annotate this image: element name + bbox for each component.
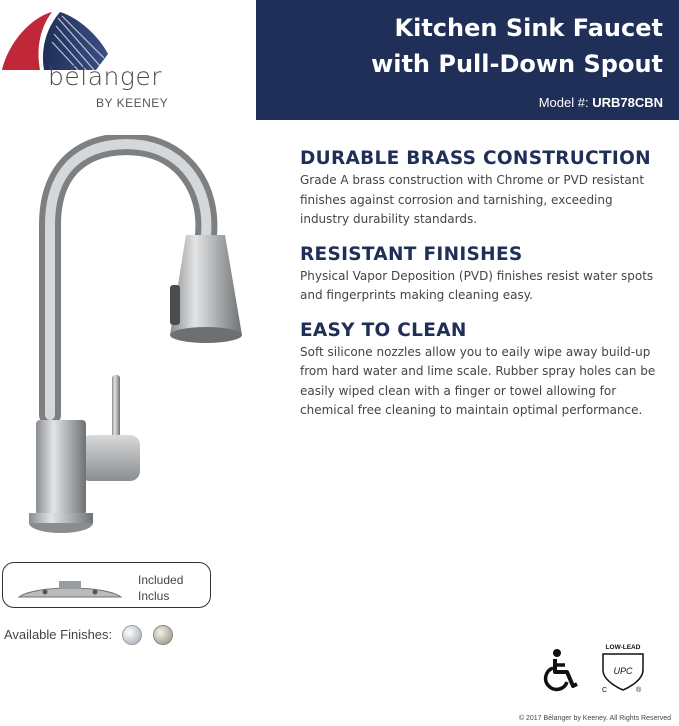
chrome-finish-swatch xyxy=(122,625,142,645)
model-number xyxy=(539,95,663,110)
feature-title: EASY TO CLEAN xyxy=(300,319,467,341)
upc-certification-icon xyxy=(598,640,648,696)
included-label-fr: Inclus xyxy=(138,589,170,603)
included-label: Included xyxy=(138,573,184,587)
model-value: URB78CBN xyxy=(592,95,663,110)
upc-text: UPC xyxy=(613,666,633,676)
brand-subtitle: BY KEENEY xyxy=(96,96,169,110)
feature-list xyxy=(300,148,665,435)
feature-item xyxy=(300,244,665,306)
feature-text: Grade A brass construction with Chrome or PVD resistant finishes against corrosion and tarnishing, exceeding industry durability standards. xyxy=(300,173,645,226)
feature-text: Physical Vapor Deposition (PVD) finishes resist water spots and fingerprints making cleaning easy. xyxy=(300,268,654,302)
upc-r-text: ® xyxy=(636,687,642,694)
feature-title: RESISTANT FINISHES xyxy=(300,243,523,265)
available-finishes-label: Available Finishes: xyxy=(4,627,113,642)
included-deck-plate-box xyxy=(2,562,211,608)
feature-item xyxy=(300,320,665,421)
faucet-image xyxy=(20,135,260,540)
brand-logo xyxy=(0,0,250,125)
header-band xyxy=(256,0,679,120)
nickel-finish-swatch xyxy=(153,625,173,645)
upc-c-text: C xyxy=(602,687,608,694)
accessibility-icon xyxy=(543,648,583,692)
feature-item xyxy=(300,148,665,230)
copyright-text: © 2017 Bélanger by Keeney. All Rights Reserved xyxy=(518,715,671,722)
product-title-line1: Kitchen Sink Faucet xyxy=(394,14,663,42)
product-title-line2: with Pull-Down Spout xyxy=(371,50,663,78)
feature-title: DURABLE BRASS CONSTRUCTION xyxy=(300,148,651,169)
brand-name: bélanger xyxy=(48,62,163,91)
feature-text: Soft silicone nozzles allow you to eaily wipe away build-up from hard water and lime scale. Rubber spray holes can be easily wiped clean with a finger or towel allowing for chemical free cleaning to maintain optimal performance. xyxy=(300,344,656,417)
deck-plate-icon xyxy=(15,581,125,601)
upc-low-lead-text: LOW-LEAD xyxy=(605,644,641,651)
model-label: Model #: xyxy=(538,95,589,110)
